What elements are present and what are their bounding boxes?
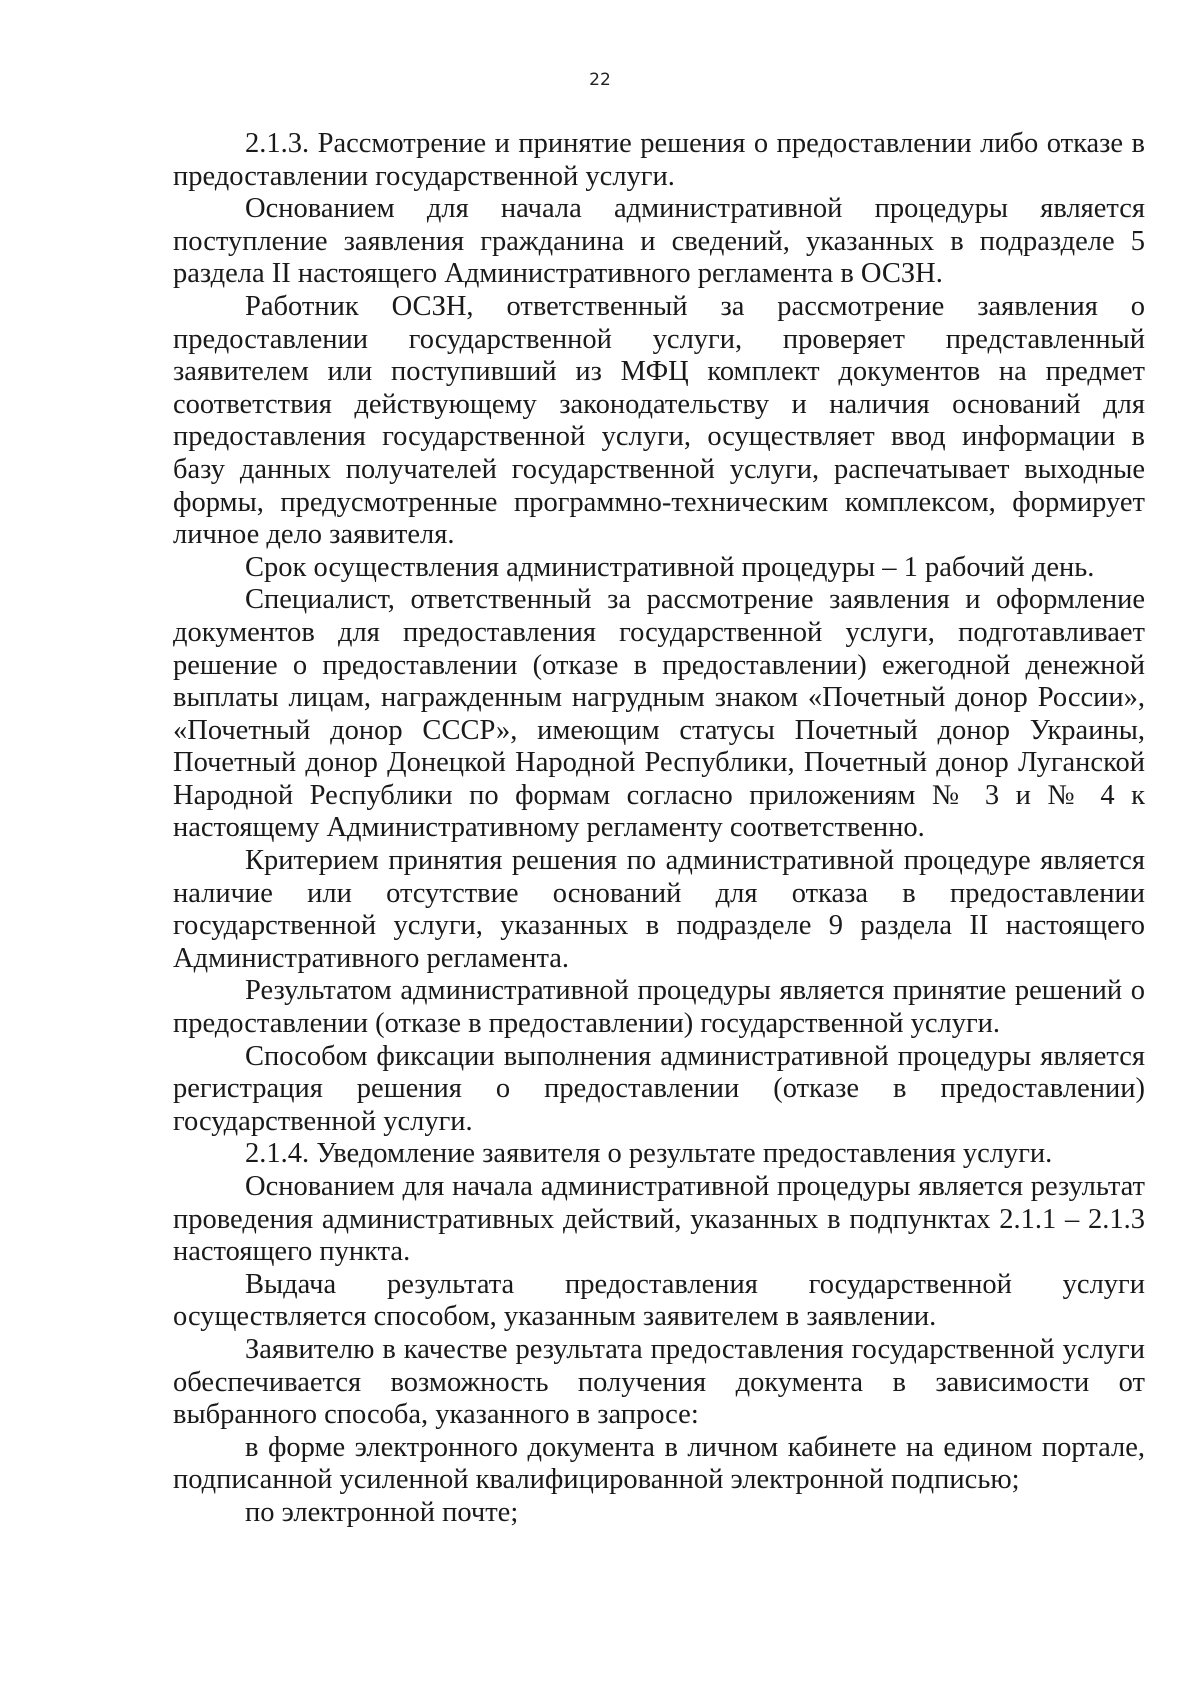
paragraph-specialist: Специалист, ответственный за рассмотрение заявления и оформление документов для предоставления государственной услуги, подготавливает решение о предоставлении (отказе в предоставлении) ежегодной денежной выплаты лицам, награжденным нагрудным знаком «Почетный донор России», «Почетный донор СССР», имеющим статусы Почетный донор Украины, Почетный донор Донецкой Народной Республики, Почетный донор Луганской Народной Республики по формам согласно приложениям № 3 и № 4 к настоящему Административному регламенту соответственно. xyxy=(173,584,1145,844)
paragraph-term: Срок осуществления административной процедуры – 1 рабочий день. xyxy=(245,551,1095,583)
paragraph-option-electronic: в форме электронного документа в личном кабинете на едином портале, подписанной усиленной квалифицированной электронной подписью; xyxy=(173,1431,1145,1496)
paragraph-fixation: Способом фиксации выполнения административной процедуры является регистрация решения о предоставлении (отказе в предоставлении) государственной услуги. xyxy=(173,1040,1145,1137)
page-number: 22 xyxy=(589,70,611,90)
paragraph-osszn-worker: Работник ОСЗН, ответственный за рассмотрение заявления о предоставлении государственной услуги, проверяет представленный заявителем или поступивший из МФЦ комплект документов на предмет соответствия действующему законодательству и наличия оснований для предоставления государственной услуги, осуществляет ввод информации в базу данных получателей государственной услуги, распечатывает выходные формы, предусмотренные программно-техническим комплексом, формирует личное дело заявителя. xyxy=(173,290,1145,551)
paragraph-criterion: Критерием принятия решения по административной процедуре является наличие или отсутствие оснований для отказа в предоставлении государственной услуги, указанных в подразделе 9 раздела II настоящего Административного регламента. xyxy=(173,845,1145,974)
paragraph-result: Результатом административной процедуры является принятие решений о предоставлении (отказе в предоставлении) государственной услуги. xyxy=(173,975,1145,1040)
paragraph-basis-2: Основанием для начала административной процедуры является результат проведения административных действий, указанных в подпунктах 2.1.1 – 2.1.3 настоящего пункта. xyxy=(173,1171,1145,1268)
paragraph-applicant-options: Заявителю в качестве результата предоставления государственной услуги обеспечивается возможность получения документа в зависимости от выбранного способа, указанного в запросе: xyxy=(173,1333,1145,1431)
document-body xyxy=(173,128,1145,1530)
paragraph-basis: Основанием для начала административной процедуры является поступление заявления гражданина и сведений, указанных в подразделе 5 раздела II настоящего Административного регламента в ОСЗН. xyxy=(173,193,1145,290)
paragraph-option-email: по электронной почте; xyxy=(245,1496,519,1528)
paragraph-section-2-1-3-title: 2.1.3. Рассмотрение и принятие решения о предоставлении либо отказе в предоставлении государственной услуги. xyxy=(173,128,1145,192)
paragraph-issuance: Выдача результата предоставления государственной услуги осуществляется способом, указанным заявителем в заявлении. xyxy=(173,1268,1145,1333)
paragraph-section-2-1-4-title: 2.1.4. Уведомление заявителя о результате предоставления услуги. xyxy=(245,1138,1053,1170)
